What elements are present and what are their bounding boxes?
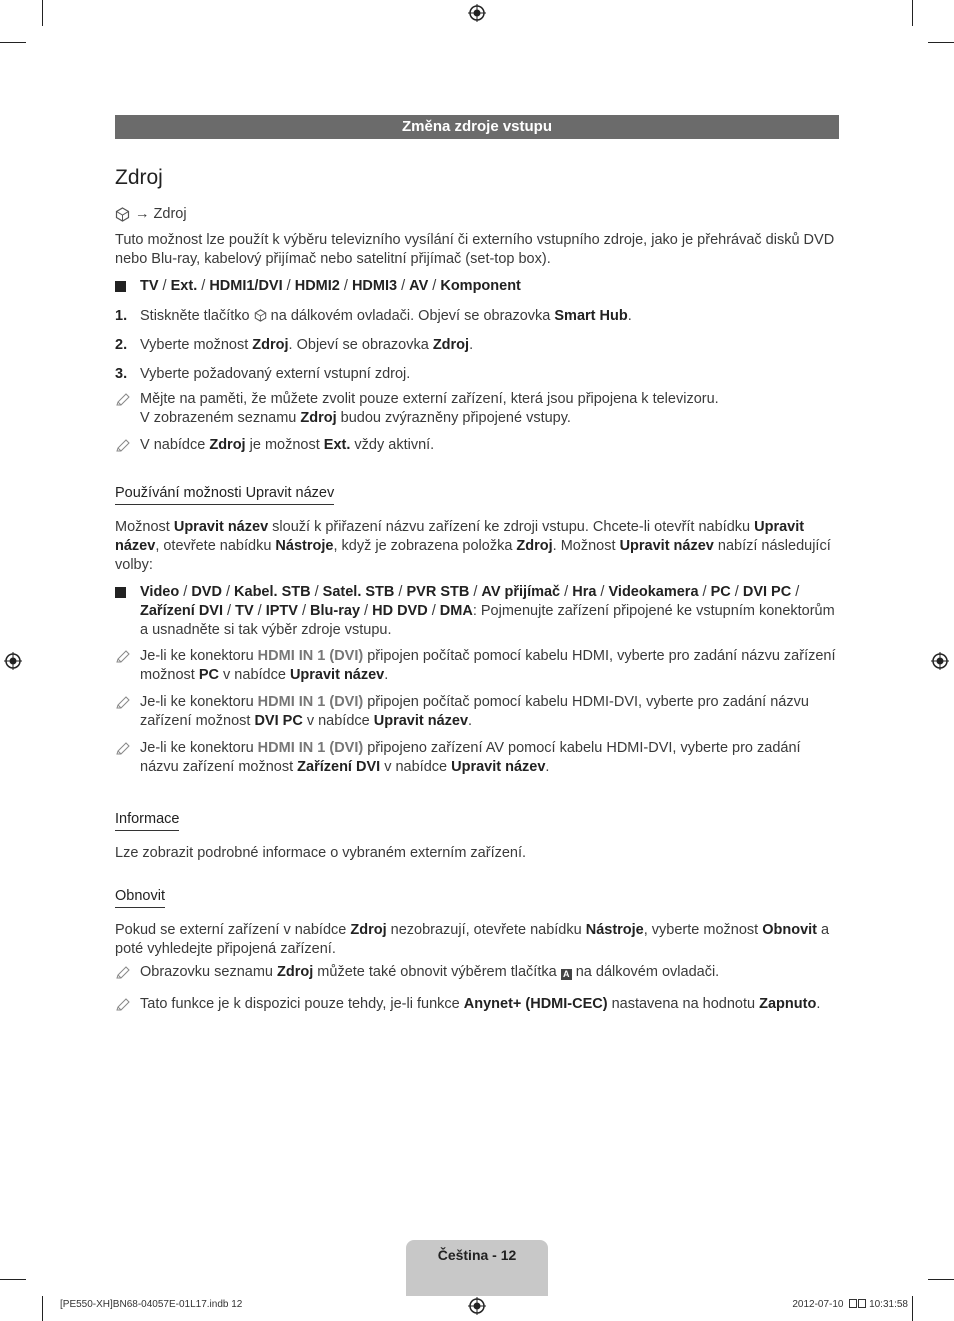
- section-heading-info: Informace: [115, 810, 179, 831]
- unreadable-glyphs: [849, 1299, 857, 1308]
- note: [115, 436, 840, 460]
- a-button-icon: A: [561, 969, 572, 980]
- refresh-paragraph: Pokud se externí zařízení v nabídce Zdroj nezobrazují, otevřete nabídku Nástroje, vyberte možnost Obnovit a poté vyhledejte připojená zařízení.: [115, 922, 830, 957]
- note-text: V nabídce: [140, 437, 206, 453]
- section-heading-refresh: Obnovit: [115, 887, 165, 908]
- crop-mark: [912, 0, 913, 26]
- registration-mark-icon: [931, 652, 949, 670]
- rename-paragraph: Možnost Upravit název slouží k přiřazení názvu zařízení ke zdroji vstupu. Chcete-li otevřít nabídku Upravit název, otevřete nabídku Nástroje, když je zobrazena položka Zdroj. Možnost Upravit název nabízí následující volby:: [115, 519, 831, 573]
- crop-mark: [42, 0, 43, 26]
- note: Tato funkce je k dispozici pouze tehdy, je-li funkce Anynet+ (HDMI-CEC) nastavena na hodnotu Zapnuto.: [115, 995, 840, 1019]
- section-header-bar: Změna zdroje vstupu: [115, 115, 839, 139]
- source-tv: TV: [140, 278, 159, 294]
- device-name-list: Video / DVD / Kabel. STB / Satel. STB / PVR STB / AV přijímač / Hra / Videokamera / PC / DVI PC / Zařízení DVI / TV / IPTV / Blu-ray / HD DVD / DMA: Pojmenujte zařízení připojené ke vstupním konektorům a usnadněte si tak výběr zdroje vstupu.: [115, 583, 840, 640]
- step-text: . Objeví se obrazovka: [288, 337, 429, 353]
- zdroj-term: Zdroj: [252, 337, 289, 353]
- source-hdmi3: HDMI3: [351, 278, 398, 294]
- note-pencil-icon: [115, 741, 131, 757]
- info-paragraph: Lze zobrazit podrobné informace o vybraném externím zařízení.: [115, 845, 527, 861]
- step-1: [115, 307, 840, 326]
- note-pencil-icon: [115, 392, 131, 408]
- note: Je-li ke konektoru HDMI IN 1 (DVI) připojen počítač pomocí kabelu HDMI-DVI, vyberte pro zadání názvu zařízení možnost DVI PC v nabídce Upravit název.: [115, 693, 840, 731]
- note-text: vždy aktivní.: [354, 437, 435, 453]
- page-number-tab: Čeština - 12: [406, 1240, 548, 1296]
- crop-mark: [928, 1279, 954, 1280]
- source-list: TV / Ext. / HDMI1/DVI / HDMI2 / HDMI3 / AV / Komponent: [115, 277, 840, 298]
- source-hdmi1: HDMI1/DVI: [209, 278, 283, 294]
- source-hdmi2: HDMI2: [294, 278, 340, 294]
- bullet-square-icon: [115, 281, 126, 292]
- step-text: .: [469, 337, 474, 353]
- step-text: Stiskněte tlačítko: [140, 308, 250, 324]
- note-text: je možnost: [249, 437, 320, 453]
- note-text: Mějte na paměti, že můžete zvolit pouze externí zařízení, která jsou připojena k televizoru.: [140, 391, 719, 407]
- step-2: [115, 336, 840, 355]
- step-number: 1.: [115, 308, 128, 324]
- note-text: V zobrazeném seznamu: [140, 410, 297, 426]
- content: [115, 200, 840, 1019]
- note-pencil-icon: [115, 649, 131, 665]
- ext-term: Ext.: [323, 437, 351, 453]
- print-time: 10:31:58: [869, 1299, 908, 1310]
- note-text: budou zvýrazněny připojené vstupy.: [340, 410, 571, 426]
- note-pencil-icon: [115, 438, 131, 454]
- smart-hub-term: Smart Hub: [554, 308, 628, 324]
- intro-paragraph: Tuto možnost lze použít k výběru televizního vysílání či externího vstupního zdroje, jako je přehrávač disků DVD nebo Blu-ray, kabelový přijímač nebo satelitní přijímač (set-top box).: [115, 232, 835, 267]
- unreadable-glyphs: [858, 1299, 866, 1308]
- menu-button-icon: [115, 207, 130, 222]
- crop-mark: [42, 1296, 43, 1321]
- step-text: na dálkovém ovladači. Objeví se obrazovka: [270, 308, 551, 324]
- registration-mark-icon: [468, 4, 486, 22]
- note-pencil-icon: [115, 965, 131, 981]
- step-number: 3.: [115, 366, 128, 382]
- crop-mark: [912, 1296, 913, 1321]
- page-title: Zdroj: [115, 166, 163, 189]
- note: Obrazovku seznamu Zdroj můžete také obnovit výběrem tlačítka A na dálkovém ovladači.: [115, 963, 840, 987]
- crop-mark: [0, 42, 26, 43]
- registration-mark-icon: [468, 1297, 486, 1315]
- source-av: AV: [409, 278, 429, 294]
- step-number: 2.: [115, 337, 128, 353]
- note-pencil-icon: [115, 695, 131, 711]
- crop-mark: [0, 1279, 26, 1280]
- note: [115, 390, 840, 428]
- menu-button-icon: [254, 309, 267, 322]
- menu-path-text: → Zdroj: [135, 206, 187, 222]
- step-text: Vyberte požadovaný externí vstupní zdroj.: [140, 366, 411, 382]
- zdroj-term: Zdroj: [300, 410, 337, 426]
- note-pencil-icon: [115, 997, 131, 1013]
- menu-path: [115, 205, 840, 224]
- file-info: [PE550-XH]BN68-04057E-01L17.indb 12: [60, 1299, 243, 1310]
- section-heading-rename: Používání možnosti Upravit název: [115, 484, 334, 505]
- registration-mark-icon: [4, 652, 22, 670]
- zdroj-term: Zdroj: [209, 437, 246, 453]
- source-komponent: Komponent: [440, 278, 521, 294]
- crop-mark: [928, 42, 954, 43]
- step-text: .: [627, 308, 632, 324]
- print-date: 2012-07-10: [792, 1299, 844, 1310]
- step-text: Vyberte možnost: [140, 337, 249, 353]
- print-timestamp: [792, 1299, 908, 1310]
- zdroj-term: Zdroj: [432, 337, 470, 353]
- step-3: [115, 365, 840, 384]
- note: Je-li ke konektoru HDMI IN 1 (DVI) připojen počítač pomocí kabelu HDMI, vyberte pro zadání názvu zařízení možnost PC v nabídce Upravit název.: [115, 647, 840, 685]
- note: Je-li ke konektoru HDMI IN 1 (DVI) připojeno zařízení AV pomocí kabelu HDMI-DVI, vyberte pro zadání názvu zařízení možnost Zařízení DVI v nabídce Upravit název.: [115, 739, 840, 777]
- bullet-square-icon: [115, 587, 126, 598]
- source-ext: Ext.: [170, 278, 198, 294]
